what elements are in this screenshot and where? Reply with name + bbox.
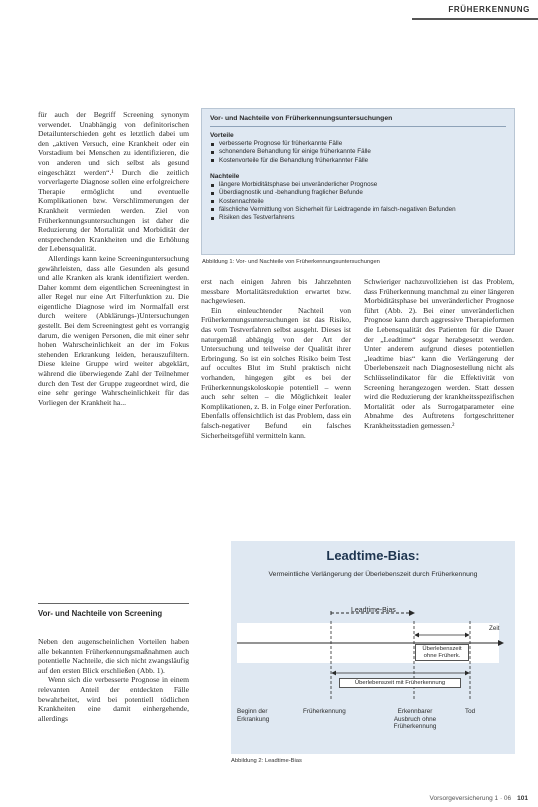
journal-name: Vorsorgeversicherung 1 · 06 bbox=[429, 795, 512, 802]
figure-leadtime-bias bbox=[231, 541, 515, 754]
paragraph: Neben den augenscheinlichen Vorteilen haben alle bekannten Früherkennungsmaßnahmen auch potentielle Nachteile, die sich nicht zwangsläufig auf den ersten Blick erschließen (Abb. 1). bbox=[38, 637, 189, 675]
text-column-2 bbox=[201, 277, 351, 440]
paragraph: Ein einleuchtender Nachteil von Früherkennungsuntersuchungen ist das Risiko, das vom Testverfahren selbst ausgeht. Dieses ist naturgemäß abhängig von der Art der Untersuchung und teilweise der Qualität ihrer Erbringung. So ist ein solches Risiko beim Test auf occultes Blut im Stuhl praktisch nicht vorhanden, hingegen gibt es bei der Früherkennungskoloskopie potentiell – wenn auch sehr selten – die Möglichkeit lealer Komplikationen, z. B. in Folge einer Perforation. Ebenfalls offensichtlich ist das Problem, dass ein falsch-negativer Befund ein falsches Sicherheitsgefühl vermitteln kann. bbox=[201, 305, 351, 440]
figure-title: Vor- und Nachteile von Früherkennungsuntersuchungen bbox=[210, 115, 393, 122]
text-column-3 bbox=[364, 277, 514, 431]
survival-with-box: Überlebenszeit mit Früherkennung bbox=[339, 678, 461, 688]
disadvantage-item: fälschliche Vermittlung von Sicherheit für Leidtragende im falsch-negativen Befunden bbox=[210, 206, 510, 214]
paragraph: erst nach einigen Jahren bis Jahrzehnten messbare Mortalitätsreduktion erwartet bzw. nachgewiesen. bbox=[201, 277, 351, 306]
subhead-rule bbox=[38, 603, 189, 604]
figure-title: Leadtime-Bias: bbox=[326, 548, 420, 563]
time-axis-label: Zeit bbox=[489, 625, 500, 632]
paragraph: Schwieriger nachzuvollziehen ist das Problem, dass Früherkennung manchmal zu einer längeren Morbiditätsphase bei unveränderlicher Prognose führt (Abb. 2). Bei einer unveränderlichen Prognose kann durch aggressive Therapieformen die Lebensqualität des Patienten für die Dauer der „Leadtime“ sogar herabgesetzt werden. Unter anderem aufgrund dieses potentiellen „leadtime bias“ kann die Verlängerung der Überlebenszeit nach Diagnosestellung nicht als Schlüsselindikator für die Effektivität von Screening herangezogen werden. Statt dessen wird die Reduzierung der krankheitsspezifischen Mortalität oder als Surrogatparameter eine Abnahme des Auftretens fortgeschrittener Krankheitsstadien gemessen.² bbox=[364, 277, 514, 430]
disadvantage-item: Überdiagnostik und -behandlung fraglicher Befunde bbox=[210, 189, 510, 197]
header-rule bbox=[412, 18, 538, 20]
page-number: 101 bbox=[517, 795, 528, 802]
page-footer bbox=[429, 795, 528, 802]
text-column-1 bbox=[38, 110, 189, 407]
leadtime-label: Leadtime-Bias bbox=[351, 607, 396, 614]
paragraph: für auch der Begriff Screening synonym verwendet. Unabhängig von definitorischen Detailunterschieden geht es letztlich dabei um den „aktiven Versuch, eine Krankheit oder ein Vorstadium bei Menschen zu identifizieren, die von anderen und sich selbst als gesund eingeschätzt werden“.¹ Durch die zeitlich vorverlagerte Diagnose sollen eine erfolgreichere Therapie ermöglicht und eventuelle Komplikationen bzw. Verschlimmerungen der Krankheit vermieden werden. Ziel von Früherkennungsuntersuchungen ist daher die Reduzierung der Mortalität und Morbidität der entsprechenden Krankheiten und die Erhöhung der Lebensqualität. bbox=[38, 110, 189, 254]
disadvantage-item: längere Morbiditätsphase bei unveränderlicher Prognose bbox=[210, 181, 510, 189]
label-detectable-outbreak: Erkennbarer Ausbruch ohne Früherkennung bbox=[393, 708, 437, 731]
advantage-item: Kostenvorteile für die Behandlung früherkannter Fälle bbox=[210, 157, 510, 165]
paragraph: Allerdings kann keine Screeninguntersuchung gewährleisten, dass alle Gesunden als gesund und alle Kranken als krank identifiziert werden. Daher kommt dem eigentlichen Screeningtest in aller Regel nur eine Art Filterfunktion zu. Die eigentliche Diagnose wird im Normalfall erst durch weitere (Abklärungs-)Untersuchungen gestellt. Bei dem Screeningtest geht es vorrangig darum, die wenigen Personen, die mit einer sehr hohen Wahrscheinlichkeit an der im Fokus stehenden Erkrankung leiden, herauszufiltern. Diese kleine Gruppe wird weiter abgeklärt, während die überwiegende Zahl der Teilnehmer durch den Test der Gruppe zugeordnet wird, die eine sehr geringe Wahrscheinlichkeit für das Vorliegen der Krankheit ha... bbox=[38, 253, 189, 407]
subheading: Vor- und Nachteile von Screening bbox=[38, 609, 163, 618]
figure-subtitle: Vermeintliche Verlängerung der Überlebenszeit durch Früherkennung bbox=[268, 571, 478, 578]
paragraph: Wenn sich die verbesserte Prognose in einem relevanten Anteil der entdeckten Fälle bewahrheitet, wird bei potentiell tödlichen Krankheiten eine damit einhergehende, allerdings bbox=[38, 675, 189, 723]
figure-1-caption: Abbildung 1: Vor- und Nachteile von Früherkennungsuntersuchungen bbox=[202, 259, 380, 265]
figure-advantages-disadvantages bbox=[201, 108, 515, 255]
disadvantage-item: Risiken des Testverfahrens bbox=[210, 214, 510, 222]
advantage-item: schonendere Behandlung für einige früherkannte Fälle bbox=[210, 148, 510, 156]
label-death: Tod bbox=[465, 708, 476, 715]
label-early-detection: Früherkennung bbox=[303, 708, 346, 715]
text-column-1-continued bbox=[38, 637, 189, 723]
section-label: FRÜHERKENNUNG bbox=[448, 5, 530, 14]
advantage-item: verbesserte Prognose für früherkannte Fälle bbox=[210, 140, 510, 148]
survival-without-box: Überlebenszeit ohne Früherk. bbox=[415, 644, 469, 661]
disadvantage-item: Kostennachteile bbox=[210, 198, 510, 206]
figure-2-caption: Abbildung 2: Leadtime-Bias bbox=[231, 758, 302, 764]
label-disease-onset: Beginn der Erkrankung bbox=[237, 708, 270, 723]
figure-rule bbox=[210, 126, 506, 127]
advantages-heading: Vorteile bbox=[210, 132, 234, 139]
advantages-group bbox=[210, 132, 510, 165]
disadvantages-heading: Nachteile bbox=[210, 173, 240, 180]
disadvantages-group bbox=[210, 173, 510, 222]
